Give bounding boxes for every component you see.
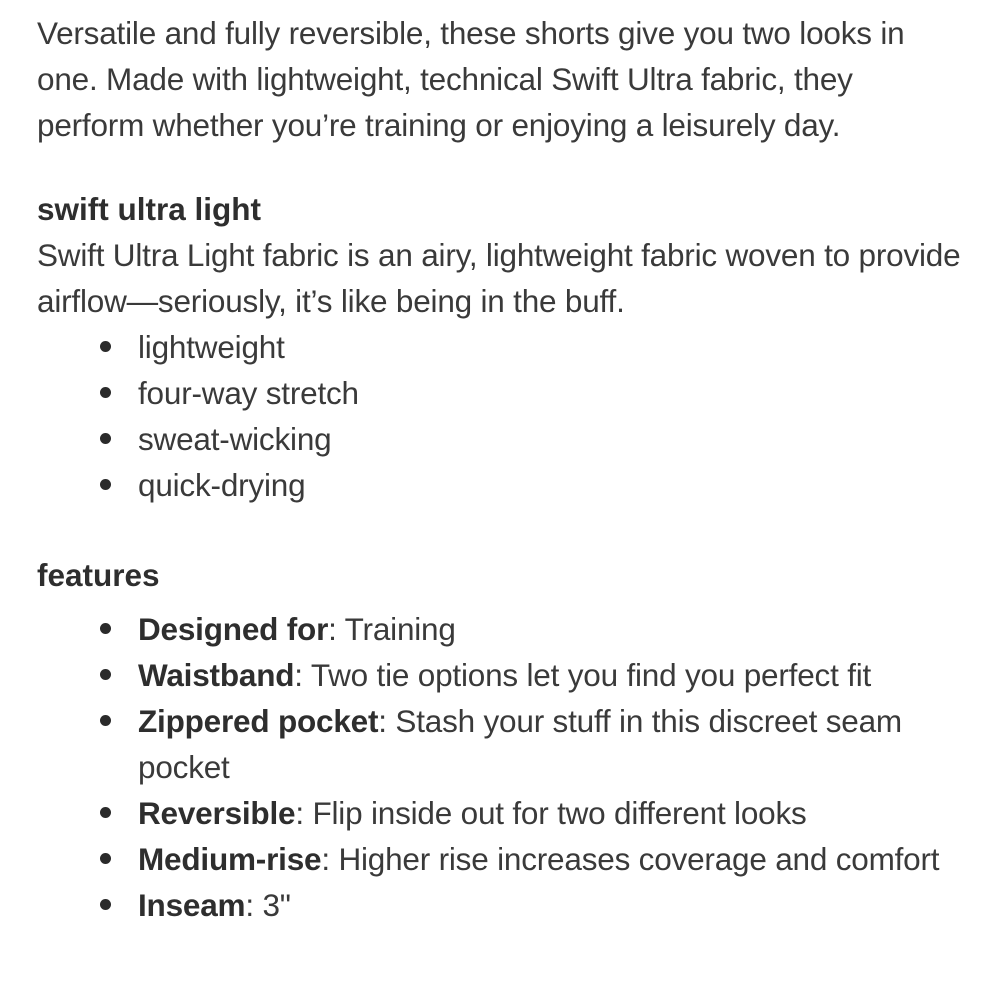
list-item-text: lightweight <box>138 329 285 365</box>
bullet-icon <box>100 899 111 910</box>
bullet-icon <box>100 387 111 398</box>
bullet-icon <box>100 853 111 864</box>
feature-term: Zippered pocket <box>138 703 379 739</box>
feature-term: Medium-rise <box>138 841 322 877</box>
list-item <box>37 370 964 416</box>
feature-item <box>37 790 964 836</box>
bullet-icon <box>100 715 111 726</box>
intro-paragraph: Versatile and fully reversible, these shorts give you two looks in one. Made with lightweight, technical Swift Ultra fabric, they perform whether you’re training or enjoying a leisurely day. <box>37 15 905 143</box>
list-item-text: sweat-wicking <box>138 421 332 457</box>
list-item-text: four-way stretch <box>138 375 359 411</box>
bullet-icon <box>100 623 111 634</box>
list-item-text: quick-drying <box>138 467 306 503</box>
feature-text: : Flip inside out for two different looks <box>295 795 807 831</box>
feature-item <box>37 836 964 882</box>
feature-item <box>37 882 964 928</box>
bullet-icon <box>100 669 111 680</box>
features-list <box>37 606 964 928</box>
list-item <box>37 462 964 508</box>
fabric-heading: swift ultra light <box>37 191 261 227</box>
feature-term: Reversible <box>138 795 296 831</box>
bullet-icon <box>100 433 111 444</box>
list-item <box>37 416 964 462</box>
bullet-icon <box>100 341 111 352</box>
feature-text: : Stash your stuff in this discreet seam pocket <box>138 703 902 785</box>
list-item <box>37 324 964 370</box>
feature-text: : 3" <box>245 887 291 923</box>
feature-term: Inseam <box>138 887 246 923</box>
feature-term: Designed for <box>138 611 329 647</box>
feature-text: : Training <box>328 611 456 647</box>
feature-item <box>37 698 964 790</box>
fabric-bullet-list <box>37 324 964 508</box>
feature-term: Waistband <box>138 657 295 693</box>
feature-item <box>37 606 964 652</box>
feature-item <box>37 652 964 698</box>
bullet-icon <box>100 807 111 818</box>
fabric-description: Swift Ultra Light fabric is an airy, lightweight fabric woven to provide airflow—seriously, it’s like being in the buff. <box>37 237 961 319</box>
features-heading: features <box>37 557 160 593</box>
feature-text: : Two tie options let you find you perfect fit <box>294 657 872 693</box>
feature-text: : Higher rise increases coverage and comfort <box>321 841 940 877</box>
bullet-icon <box>100 479 111 490</box>
